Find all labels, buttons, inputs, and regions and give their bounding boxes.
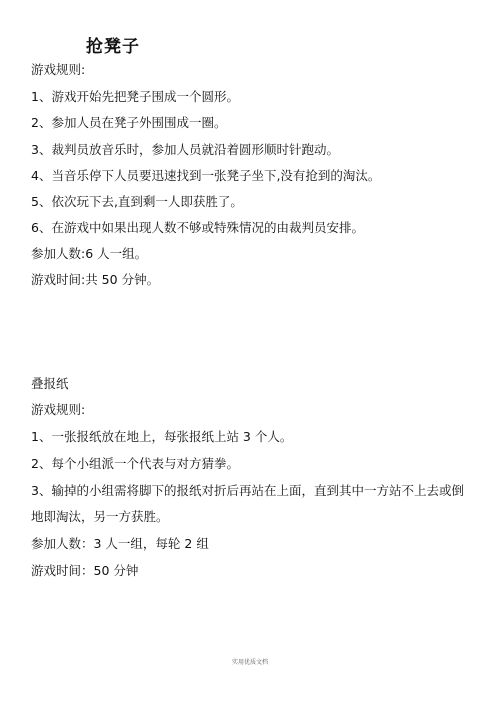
section2-rule-2: 2、每个小组派一个代表与对方猜拳。 — [31, 456, 239, 471]
section1-rules-heading: 游戏规则: — [31, 62, 86, 77]
section1-title: 抢凳子 — [86, 37, 140, 57]
section1-rule-5: 5、依次玩下去,直到剩一人即获胜了。 — [31, 194, 243, 209]
section2-rule-3: 3、输掉的小组需将脚下的报纸对折后再站在上面，直到其中一方站不上去或倒 — [31, 483, 464, 498]
section1-rule-2: 2、参加人员在凳子外围围成一圈。 — [31, 115, 227, 130]
section1-rule-4: 4、当音乐停下人员要迅速找到一张凳子坐下,没有抢到的淘汰。 — [31, 168, 381, 183]
section1-rule-3: 3、裁判员放音乐时，参加人员就沿着圆形顺时针跑动。 — [31, 142, 339, 157]
section1-rule-6: 6、在游戏中如果出现人数不够或特殊情况的由裁判员安排。 — [31, 220, 364, 235]
section1-rule-1: 1、游戏开始先把凳子围成一个圆形。 — [31, 89, 239, 104]
section2-rule-3-continued: 地即淘汰，另一方获胜。 — [31, 509, 169, 524]
section2-title: 叠报纸 — [31, 376, 69, 391]
section1-participants: 参加人数:6 人一组。 — [31, 246, 148, 261]
section1-time: 游戏时间:共 50 分钟。 — [31, 272, 160, 287]
section2-rules-heading: 游戏规则: — [31, 402, 86, 417]
section2-participants: 参加人数：3 人一组，每轮 2 组 — [31, 536, 209, 551]
section2-time: 游戏时间：50 分钟 — [31, 563, 139, 578]
section2-rule-1: 1、一张报纸放在地上，每张报纸上站 3 个人。 — [31, 429, 293, 444]
page-footer: 实用优质文档 — [231, 659, 268, 666]
